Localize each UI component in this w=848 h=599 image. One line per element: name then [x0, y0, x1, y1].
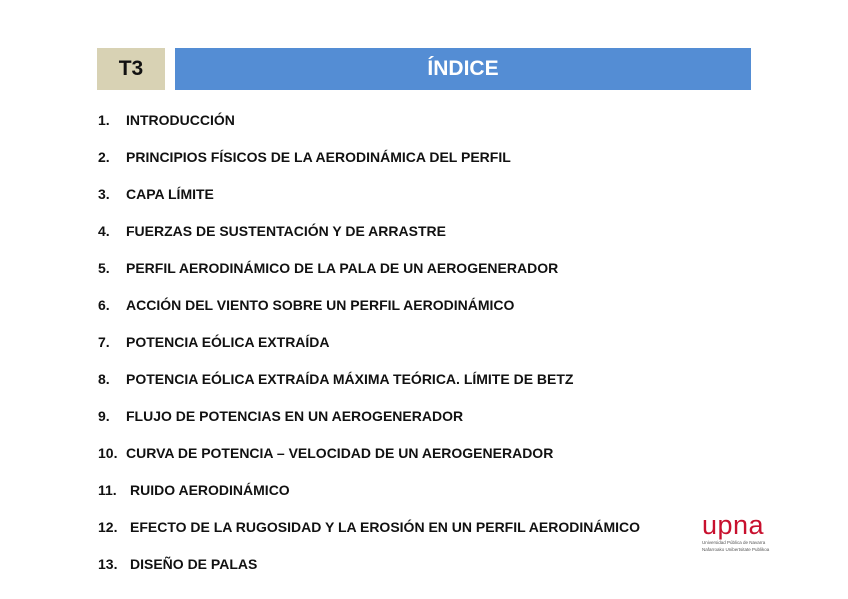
topic-tag-label: T3 [118, 57, 144, 80]
table-of-contents [98, 101, 640, 582]
logo-wordmark: upna [702, 510, 765, 540]
toc-item-number: 2. [98, 148, 110, 165]
toc-item-label: POTENCIA EÓLICA EXTRAÍDA MÁXIMA TEÓRICA. LÍMITE DE BETZ [126, 370, 574, 387]
toc-item-number: 9. [98, 407, 110, 424]
toc-item-label: RUIDO AERODINÁMICO [130, 481, 290, 498]
toc-item-label: DISEÑO DE PALAS [130, 555, 258, 572]
toc-item-label: INTRODUCCIÓN [126, 111, 235, 128]
toc-item-number: 13. [98, 555, 118, 572]
upna-logo [702, 512, 772, 556]
toc-item [98, 212, 640, 249]
toc-item-label: FUERZAS DE SUSTENTACIÓN Y DE ARRASTRE [126, 222, 446, 239]
toc-item-number: 1. [98, 111, 110, 128]
toc-item [98, 397, 640, 434]
toc-item-number: 5. [98, 259, 110, 276]
toc-item-label: POTENCIA EÓLICA EXTRAÍDA [126, 333, 330, 350]
toc-item-label: CAPA LÍMITE [126, 185, 214, 202]
toc-item-label: FLUJO DE POTENCIAS EN UN AEROGENERADOR [126, 407, 464, 424]
toc-item-label: CURVA DE POTENCIA – VELOCIDAD DE UN AEROGENERADOR [126, 444, 554, 461]
logo-tagline-es: Universidad Pública de Navarra [702, 540, 766, 545]
toc-item-label: ACCIÓN DEL VIENTO SOBRE UN PERFIL AERODINÁMICO [126, 296, 515, 313]
toc-item-number: 10. [98, 444, 118, 461]
topic-tag [97, 48, 165, 90]
toc-item [98, 471, 640, 508]
toc-item [98, 138, 640, 175]
toc-item [98, 249, 640, 286]
toc-item [98, 323, 640, 360]
toc-item [98, 175, 640, 212]
toc-item-number: 3. [98, 185, 110, 202]
toc-item-label: EFECTO DE LA RUGOSIDAD Y LA EROSIÓN EN UN PERFIL AERODINÁMICO [130, 518, 641, 535]
toc-item [98, 434, 640, 471]
toc-item [98, 360, 640, 397]
toc-item-number: 11. [98, 481, 117, 498]
logo-tagline-eu: Nafarroako Unibertsitate Publikoa [702, 547, 770, 552]
toc-item-number: 4. [98, 222, 110, 239]
toc-item [98, 286, 640, 323]
toc-item-number: 8. [98, 370, 110, 387]
toc-item [98, 545, 640, 582]
toc-item-label: PRINCIPIOS FÍSICOS DE LA AERODINÁMICA DEL PERFIL [126, 148, 511, 165]
toc-item [98, 101, 640, 138]
toc-item [98, 508, 640, 545]
toc-item-label: PERFIL AERODINÁMICO DE LA PALA DE UN AEROGENERADOR [126, 259, 559, 276]
title-bar [175, 48, 751, 90]
toc-item-number: 6. [98, 296, 110, 313]
toc-item-number: 12. [98, 518, 118, 535]
page-title: ÍNDICE [427, 57, 499, 80]
toc-item-number: 7. [98, 333, 110, 350]
